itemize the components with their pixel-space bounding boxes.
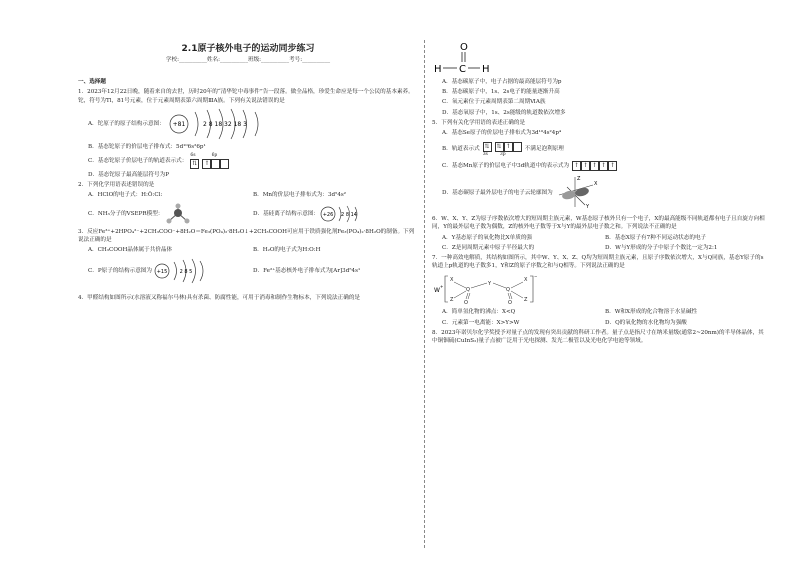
q2-option-d (253, 203, 418, 225)
axis-y-label: Y (585, 204, 589, 211)
q3-option-c-text: C．P原子的结构示意图为 (88, 268, 152, 275)
orbital-6p-box: ↑ (204, 160, 210, 168)
thallium-atom-structure-diagram (165, 107, 285, 141)
fe-shell-electrons: 2 8 14 (341, 211, 357, 218)
question-7-stem: 7．一种高效电解质，其结构如图所示，其中W、Y、X、Z、Q均为短周期主族元素，且原子序数依次增大，X与Q同族，基态Y原子的s轨道上p轨道的电子数多1，Y和Z的原子序数之和与Q相等。下列说法正确的是 (432, 255, 764, 270)
q2-option-b: B．Mn的价层电子排布式为：3d⁵4s² (253, 192, 347, 199)
column-divider (424, 40, 425, 548)
formula-hydrogen-right: H (482, 64, 490, 75)
q1-option-b: B．基态铊原子的价层电子排布式：5d¹⁰6s²6p¹ (88, 143, 206, 150)
p-atom-structure-diagram (152, 257, 208, 285)
q5-option-d-text: D．基态碳原子最外层电子的电子云轮廓图为 (442, 190, 553, 197)
orbital-6p-box (211, 159, 220, 169)
q7-option-c: C．元素第一电离能：X>Y>W (442, 319, 520, 326)
formula-oxygen: O (460, 42, 468, 53)
p-shell-electrons: 2 8 5 (179, 269, 193, 276)
q7-options-cd (442, 319, 768, 327)
q6-option-c: C．Z是同周期元素中原子半径最大的 (442, 244, 535, 251)
question-2-stem: 2．下列化学用语表述错误的是 (78, 182, 155, 189)
q1-option-a (88, 107, 418, 141)
q5-option-b-text: B．轨道表示式 (442, 146, 480, 153)
q4-option-a: A．基态碳原子中，电子占据的最高能层符号为p (442, 79, 562, 85)
right-column (432, 40, 768, 347)
q5-option-c (442, 161, 768, 171)
svg-text:Y: Y (488, 281, 492, 288)
svg-text:Q: Q (466, 287, 470, 294)
orbital-3p-box: ↑ (505, 142, 511, 150)
label-6s: 6s (190, 153, 196, 159)
q3-option-c (88, 257, 253, 285)
svg-text:+: + (440, 284, 444, 290)
q1-option-d: D．基态铊原子最高能层符号为P (88, 172, 169, 179)
label-3p: 3p (499, 151, 506, 157)
svg-text:Z: Z (450, 297, 454, 304)
q3-options-ab (88, 246, 418, 254)
svg-text:O: O (464, 300, 468, 307)
svg-text:−: − (534, 274, 538, 280)
q5-option-b-tail: 不满足泡利原理 (524, 146, 564, 153)
svg-text:O: O (508, 300, 512, 307)
svg-text:Z: Z (524, 297, 528, 304)
q1-option-c-text: C．基态铊原子价层电子的轨道表示式： (88, 157, 188, 164)
p-nucleus-label: +15 (156, 269, 168, 276)
q2-options-ab (88, 191, 418, 199)
orbital-6p-box (220, 159, 229, 169)
question-3-stem: 3．反应Fe³⁺+2HPO₄²⁻+2CH₃COO⁻+8H₂O＝Fe₃(PO₄)₂·8H₂O↓+2CH₃COOH可应用于铁质强化剂Fe₃(PO₄)₂·8H₂O的制备。下列说法正确的是 (78, 228, 415, 243)
p-orbital-electron-cloud-diagram (553, 173, 603, 213)
svg-text:X: X (524, 277, 528, 284)
q5-option-b (442, 139, 768, 159)
q2-options-cd (88, 202, 418, 226)
q2-option-c-text: C．NH₃分子的VSEPR模型： (88, 210, 164, 217)
formula-hydrogen-left: H (434, 64, 442, 75)
label-3s: 3s (482, 151, 488, 157)
left-column (78, 42, 418, 304)
q2-option-a: A．HClO的电子式：H:Ö:Cl: (88, 192, 163, 199)
q5-option-d (442, 173, 768, 213)
q7-option-b: B．W和X形成的化合物溶于水显碱性 (605, 309, 698, 316)
w-cation-label: W (434, 287, 440, 295)
tl-nucleus-label: +81 (172, 120, 186, 128)
electrolyte-structure-diagram (434, 272, 544, 306)
orbital-3d-box: ↑ (583, 162, 589, 170)
question-4-stem: 4．甲醛结构如图所示(水溶液又称福尔马林)具有杀菌、防腐性能，可用于消毒和制作生物标本，下列说法正确的是 (78, 295, 361, 302)
svg-text:X: X (450, 277, 454, 284)
formaldehyde-structure-formula (432, 40, 492, 76)
axis-x-label: X (593, 181, 598, 188)
question-1-stem: 1．2023年12月22日晚，随着来自的去世，历时20年的“清华铊中毒事件”告一段落。做全品格，珍爱生命应是每一个公民的基本素养。铊，符号为Tl，81号元素，位于元素周期表第六周期ⅢA族。下列有关说法错误的是 (78, 89, 414, 104)
section-heading: 一、选择题 (78, 79, 106, 86)
tl-orbital-diagram (190, 153, 229, 169)
q1-option-c (88, 153, 418, 169)
q6-option-d: D．W与Y形成的分子中原子个数比一定为2:1 (605, 244, 718, 251)
q1-option-a-text: A．铊原子的原子结构示意图： (88, 120, 165, 127)
question-6-stem: 6．W、X、Y、Z为原子序数依次增大的短周期主族元素，W基态原子核外只有一个电子，X的最高能级不同轨道都有电子且自旋方向相同，Y的最外层电子数为偶数，Z的核外电子数等于X与Y的最外层电子数之和。下列说法不正确的是 (432, 216, 765, 231)
q3-option-d: D．Fe²⁺基态核外电子排布式为[Ar]3d⁵4s¹ (253, 268, 361, 275)
mn-3d-orbital-diagram (572, 161, 617, 171)
q6-options-cd (442, 244, 768, 252)
orbital-3s-box: ⇅ (484, 142, 490, 150)
formula-carbon: C (459, 64, 466, 75)
q6-options-ab (442, 234, 768, 242)
q3-option-a: A．CH₃COOH晶体属于共价晶体 (88, 247, 173, 254)
q2-option-c (88, 203, 253, 225)
q4-option-c: C．氧元素位于元素周期表第二周期ⅥA族 (442, 99, 546, 106)
q7-option-a: A．简单氢化物的沸点：X<Q (442, 309, 516, 316)
q6-option-b: B．基态X原子有7种不同运动状态的电子 (605, 234, 707, 241)
page-title: 2.1原子核外电子的运动同步练习 (181, 44, 315, 54)
axis-z-label: Z (576, 176, 581, 183)
q7-option-d: D．Q的氧化物的水化物均为强酸 (605, 319, 687, 326)
q5-option-c-text: C．基态Mn原子的价层电子中3d轨道中的表示式为 (442, 163, 570, 170)
q4-option-b: B．基态碳原子中，1s、2s电子的能量逐渐升高 (442, 89, 560, 96)
q7-options-ab (442, 308, 768, 316)
orbital-3p-box: ⇅ (496, 142, 502, 150)
q5-option-a: A．基态Se原子的价层电子排布式为3d¹⁰4s²4p⁴ (442, 130, 562, 137)
q4-option-d: D．基态氧原子中，1s、2s能级的轨道数依次增多 (442, 109, 566, 116)
q5-orbital-diagram (483, 142, 522, 157)
label-6p: 6p (211, 153, 218, 159)
student-info-line: 学校:__________姓名:__________班级:__________考号:__________ (165, 57, 331, 63)
orbital-3d-box: ↑ (601, 162, 607, 170)
orbital-3d-box: ↑ (610, 162, 616, 170)
orbital-3d-box: ↑ (574, 162, 580, 170)
q2-option-d-text: D．基硅离子结构示意图： (253, 210, 320, 217)
orbital-3p-box (513, 142, 522, 152)
q6-option-a: A．Y基态原子的氧化物比X单质的强 (442, 234, 533, 241)
question-8-stem: 8．2023年诺贝尔化学奖授予对量子点的发现有突出贡献的科研工作者。量子点是指尺寸在纳米量级(通常2~20nm)的半导体晶体，其中铜铟硫(CuInS₂)量子点被广泛用于光电探测、发光二极管以及光电化学电池等领域。 (432, 329, 764, 345)
tl-shell-electrons: 2 8 18 32 18 3 (202, 120, 247, 128)
orbital-6s-box: ⇅ (192, 160, 198, 168)
fe-ion-structure-diagram (319, 203, 369, 225)
question-5-stem: 5．下列有关化学用语的表述正确的是 (432, 119, 526, 126)
q3-options-cd (88, 256, 418, 286)
nh3-vsepr-model-icon (163, 203, 193, 225)
q3-option-b: B．H₂O的电子式为H:O:H (253, 247, 321, 254)
fe-nucleus-label: +26 (322, 211, 334, 218)
orbital-3d-box: ↑ (592, 162, 598, 170)
svg-text:Q: Q (506, 287, 510, 294)
